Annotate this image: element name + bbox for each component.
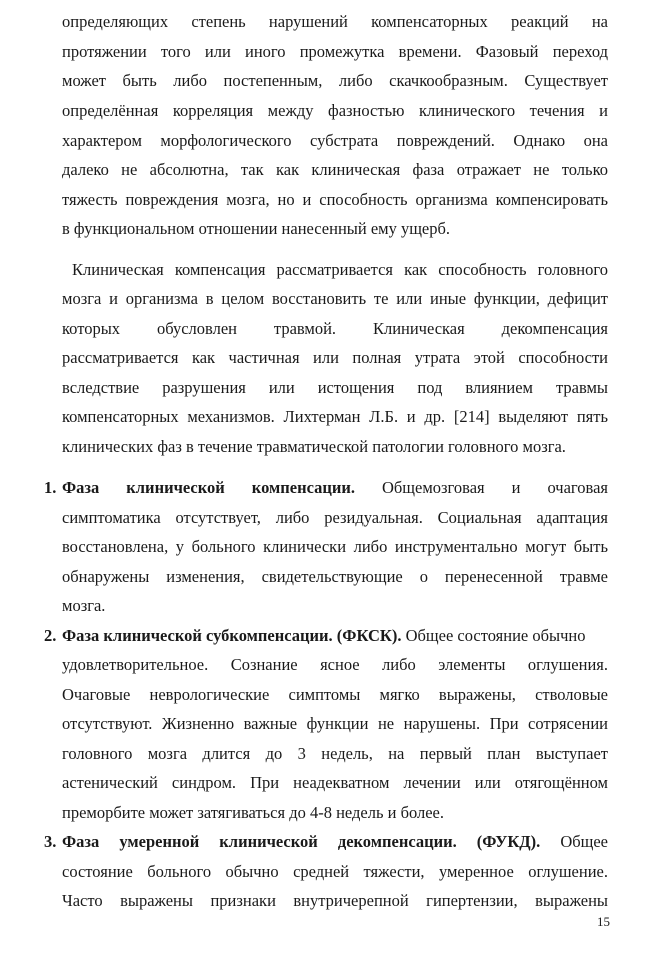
- text-line: Клиническая компенсация рассматривается как способность головного: [72, 260, 608, 279]
- text-line: симптоматика отсутствует, либо резидуальная. Социальная адаптация: [62, 508, 608, 527]
- phase-title: Фаза умеренной клинической декомпенсации. (ФУКД).: [62, 832, 541, 851]
- page-number: 15: [597, 914, 610, 929]
- text-line: удовлетворительное. Сознание ясное либо элементы оглушения.: [62, 655, 608, 674]
- text-line: Часто выражены признаки внутричерепной гипертензии, выражены: [62, 891, 608, 910]
- list-number: 3.: [44, 832, 57, 851]
- text-line: Очаговые неврологические симптомы мягко выражены, стволовые: [62, 685, 608, 704]
- text-line: протяжении того или иного промежутка времени. Фазовый переход: [62, 42, 608, 61]
- text-line: которых обусловлен травмой. Клиническая декомпенсация: [62, 319, 608, 338]
- list-number: 2.: [44, 626, 57, 645]
- text-line: преморбите может затягиваться до 4-8 недель и более.: [62, 803, 445, 822]
- text-fragment: Общее: [560, 832, 608, 851]
- list-number: 1.: [44, 478, 57, 497]
- text-line: обнаружены изменения, свидетельствующие о перенесенной травме: [62, 567, 608, 586]
- text-line: [62, 624, 608, 648]
- text-line: клинических фаз в течение травматической патологии головного мозга.: [62, 437, 566, 456]
- text-line: в функциональном отношении нанесенный ему ущерб.: [62, 219, 451, 238]
- text-line: головного мозга длится до 3 недель, на первый план выступает: [62, 744, 608, 763]
- text-line: мозга.: [62, 596, 106, 615]
- text-line: мозга и организма в целом восстановить те или иные функции, дефицит: [62, 289, 608, 308]
- text-line: определённая корреляция между фазностью клинического течения и: [62, 101, 608, 120]
- text-line: компенсаторных механизмов. Лихтерман Л.Б. и др. [214] выделяют пять: [62, 407, 608, 426]
- text-line: характером морфологического субстрата повреждений. Однако она: [62, 131, 608, 150]
- text-line: состояние больного обычно средней тяжести, умеренное оглушение.: [62, 862, 608, 881]
- text-line: тяжесть повреждения мозга, но и способность организма компенсировать: [62, 190, 608, 209]
- text-line: далеко не абсолютна, так как клиническая фаза отражает не только: [62, 160, 608, 179]
- phase-title: Фаза клинической субкомпенсации. (ФКСК).: [62, 626, 402, 645]
- text-line: вследствие разрушения или истощения под влиянием травмы: [62, 378, 608, 397]
- text-line: восстановлена, у больного клинически либо инструментально могут быть: [62, 537, 608, 556]
- phase-title: Фаза клинической компенсации.: [62, 478, 355, 497]
- text-line: астенический синдром. При неадекватном лечении или отягощённом: [62, 773, 608, 792]
- text-line: отсутствуют. Жизненно важные функции не нарушены. При сотрясении: [62, 714, 608, 733]
- text-line: [62, 830, 608, 854]
- text-line: может быть либо постепенным, либо скачкообразным. Существует: [62, 71, 608, 90]
- text-line: [62, 476, 608, 500]
- text-line: определяющих степень нарушений компенсаторных реакций на: [62, 12, 608, 31]
- text-line: рассматривается как частичная или полная утрата этой способности: [62, 348, 608, 367]
- text-fragment: Общемозговая и очаговая: [382, 478, 608, 497]
- text-fragment: Общее состояние обычно: [401, 626, 586, 645]
